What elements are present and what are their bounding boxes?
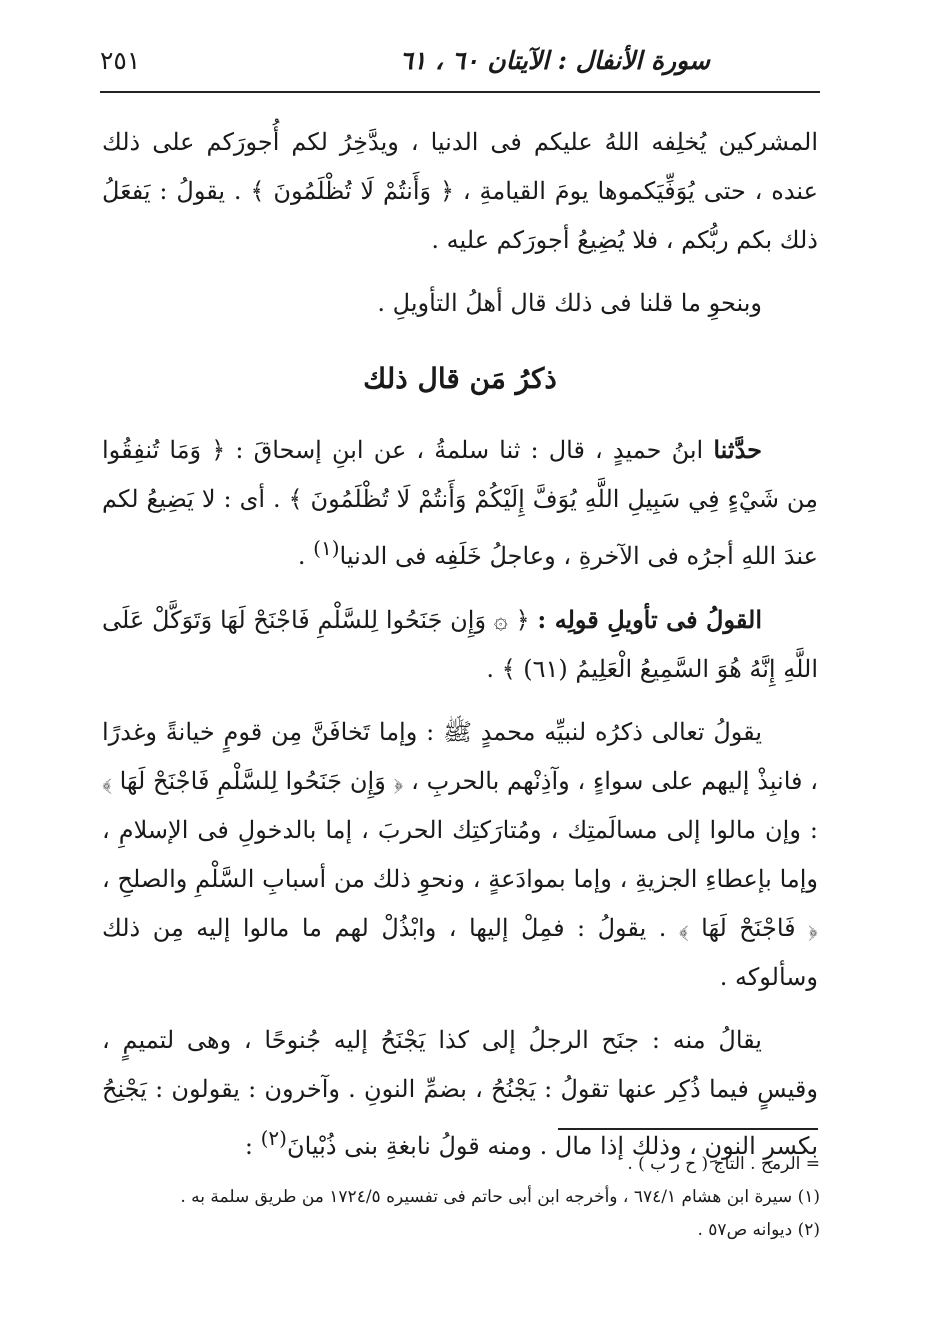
footnotes — [150, 1148, 820, 1247]
footnote-ref-1: (١) — [313, 536, 340, 560]
paragraph-4-lead: القولُ فى تأويلِ قولِه : — [537, 605, 762, 634]
paragraph-3-lead: حدَّثنا — [713, 435, 762, 464]
paragraph-3-text: ابنُ حميدٍ ، قال : ثنا سلمةُ ، عن ابنِ إسحاقَ : ﴿ وَمَا تُنفِقُوا مِن شَيْءٍ فِي سَبِيلِ اللَّهِ يُوَفَّ إِلَيْكُمْ وَأَنتُمْ لَا تُظْلَمُونَ ﴾ . أى : لا يَضِيعُ لكم عندَ اللهِ أجرُه فى الآخرةِ ، وعاجلُ خَلَفِه فى الدنيا — [102, 436, 818, 570]
paragraph-5: يقولُ تعالى ذكرُه لنبيِّه محمدٍ ﷺ : وإما تَخافَنَّ مِن قومٍ خيانةً وغدرًا ، فانبِذْ إليهم على سواءٍ ، وآذِنْهم بالحربِ ، ﴿ وَإِن جَنَحُوا لِلسَّلْمِ فَاجْنَحْ لَهَا ﴾ : وإن مالوا إلى مسالَمتِك ، ومُتارَكتِك الحربَ ، إما بالدخولِ فى الإسلامِ ، وإما بإعطاءِ الجزيةِ ، وإما بموادَعةٍ ، ونحوِ ذلك من أسبابِ السَّلْمِ والصلحِ ، ﴿ فَاجْنَحْ لَهَا ﴾ . يقولُ : فمِلْ إليها ، وابْذُلْ لهم ما مالوا إليه مِن ذلك وسألوكه . — [102, 718, 819, 991]
paragraph-6-end: : — [244, 1132, 261, 1160]
paragraph-4 — [102, 595, 818, 694]
footnote-divider — [558, 1128, 818, 1130]
header-divider — [100, 91, 820, 93]
paragraph-6-text: يقالُ منه : جنَح الرجلُ إلى كذا يَجْنَحُ إليه جُنوحًا ، وهى لتميمٍ ، وقيسٍ فيما ذُكِر عنها تقولُ : يَجْنُحُ ، بضمِّ النونِ . وآخرون : يقولون : يَجْنِحُ بكسرِ النونِ ، وذلك إذا مال . ومنه قولُ نابغةِ بنى ذُبْيانَ — [102, 1026, 818, 1160]
footnote-ref-2: (٢) — [260, 1126, 287, 1150]
paragraph-2: وبنحوِ ما قلنا فى ذلك قال أهلُ التأويلِ . — [377, 289, 762, 317]
section-heading: ذكرُ مَن قال ذلك — [363, 362, 557, 395]
main-text — [102, 118, 818, 1185]
running-header — [100, 38, 820, 88]
paragraph-3-end: . — [297, 542, 314, 570]
footnote-1: (١) سيرة ابن هشام ٦٧٤/١ ، وأخرجه ابن أبى حاتم فى تفسيره ١٧٢٤/٥ من طريق سلمة به . — [180, 1187, 820, 1207]
running-title: سورة الأنفال : الآيتان ٦٠ ، ٦١ — [399, 46, 710, 75]
paragraph-1: المشركين يُخلِفه اللهُ عليكم فى الدنيا ، ويدَّخِرُ لكم أُجورَكم على ذلك عنده ، حتى يُوَفِّيَكموها يومَ القيامةِ ، ﴿ وَأَنتُمْ لَا تُظْلَمُونَ ﴾ . يقولُ : يَفعَلُ ذلك بكم ربُّكم ، فلا يُضِيعُ أجورَكم عليه . — [102, 128, 818, 254]
paragraph-3 — [102, 425, 818, 581]
footnote-2: (٢) ديوانه ص٥٧ . — [697, 1220, 820, 1240]
footnote-continued: = الرمح . التاج ( ح ر ب ) . — [627, 1154, 820, 1174]
page-number: ٢٥١ — [100, 46, 141, 75]
paragraph-4-verse: ﴿ ۞ وَإِن جَنَحُوا لِلسَّلْمِ فَاجْنَحْ لَهَا وَتَوَكَّلْ عَلَى اللَّهِ إِنَّهُ هُوَ السَّمِيعُ الْعَلِيمُ (٦١) ﴾ . — [102, 606, 818, 683]
